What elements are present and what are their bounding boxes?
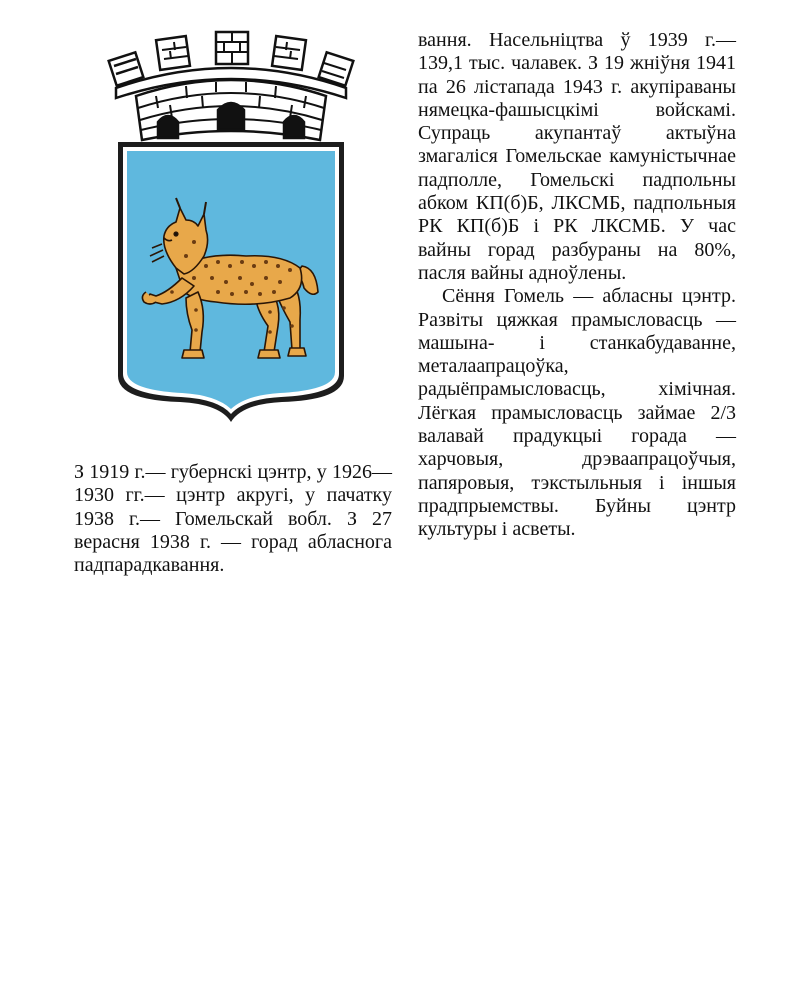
left-column (74, 461, 392, 577)
right-column (418, 29, 736, 542)
crown-merlon (156, 36, 190, 70)
right-paragraph-1: вання. Насельніцтва ў 1939 г.— 139,1 тыс. чалавек. З 19 жніўня 1941 па 26 лістапада 1943 г. акупіраваны нямецка-фашысцкімі войскамі. Супраць акупантаў актыўна змагаліся Гомельскае камуністычнае падполле, Гомельскі падпольны абком КП(б)Б, ЛКСМБ, падпольныя РК КП(б)Б і РК ЛКСМБ. У час вайны горад разбураны на 80%, пасля вайны адноўлены. (418, 29, 736, 284)
coat-of-arms (106, 30, 356, 430)
crown-merlon (272, 36, 306, 70)
left-paragraph: З 1919 г.— губернскі цэнтр, у 1926—1930 гг.— цэнтр акругі, у пачатку 1938 г.— Гомельскай вобл. З 27 верасня 1938 г. — горад абласнога падпарадкавання. (74, 461, 392, 577)
mural-crown-icon (109, 32, 354, 140)
right-paragraph-2: Сёння Гомель — абласны цэнтр. Развіты цяжкая прамысловасць — машына- і станкабудаванне, металаапрацоўка, радыёпрамысловасць, хімічная. Лёгкая прамысловасць займае 2/3 валавай прадукцыі горада — харчовыя, дрэваапрацоўчыя, папяровыя, тэкстыльныя і іншыя прадпрыемствы. Буйны цэнтр культуры і асветы. (418, 285, 736, 541)
